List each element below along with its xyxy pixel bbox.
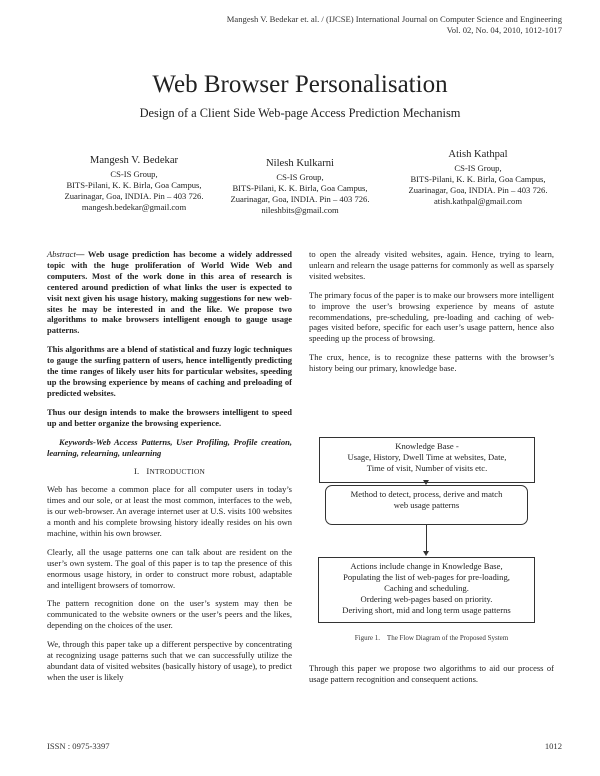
- section-heading: [47, 466, 292, 478]
- body-paragraph: The primary focus of the paper is to make our browsers more intelligent to improve the user’s browsing experience by means of astute recommendations, pre-scheduling, pre-loading and caching of web-pages visited before, specific for each user’s usage pattern, hence also speeding up the process of browsing.: [309, 289, 555, 344]
- author-affiliation: BITS-Pilani, K. K. Birla, Goa Campus,: [410, 174, 546, 184]
- footer-issn: ISSN : 0975-3397: [47, 741, 110, 751]
- right-column-bottom: [309, 663, 554, 693]
- flow-box-line: Deriving short, mid and long term usage patterns: [342, 605, 511, 615]
- author-name: Mangesh V. Bedekar: [89, 155, 179, 166]
- abstract-paragraph: This algorithms are a blend of statistical and fuzzy logic techniques to gauge the surfing pattern of users, hence intelligently predicting the time ranges of likely user hits for particular websites, speeding up the browsing experience by means of caching and preloading of predicted websites.: [47, 344, 292, 398]
- body-paragraph: to open the already visited websites, again. Hence, trying to learn, unlearn and relearn the usage patterns for commonly as well as sparsely visited websites.: [309, 249, 554, 281]
- left-column: [47, 249, 292, 691]
- paper-title: Web Browser Personalisation: [152, 71, 448, 98]
- flow-arrow-head: [423, 551, 429, 556]
- author-email: mangesh.bedekar@gmail.com: [81, 202, 187, 212]
- flow-box-line: web usage patterns: [393, 500, 460, 510]
- abstract-label: Abstract: [47, 249, 76, 259]
- flow-box-line: Usage, History, Dwell Time at websites, Date,: [347, 452, 507, 462]
- abstract-text: — Web usage prediction has become a widely addressed topic with the huge proliferation of World Wide Web and computers. Most of the work done in this area of research is centered around prediction of what links the user is expected to visit next given his usage history, making suggestions for new web-sites he may be interested in and the like. We propose two algorithms to make browsers intelligent enough to gauge usage patterns.: [47, 249, 292, 336]
- running-header-line1: Mangesh V. Bedekar et. al. / (IJCSE) International Journal on Computer Science and Engineering: [226, 14, 562, 24]
- flow-box-line: Time of visit, Number of visits etc.: [366, 463, 488, 473]
- body-paragraph: Web has become a common place for all computer users in today’s times and our sole, or at least the most common, interfaces to the web, is our web-browser. An average internet user at U.S. visits 100 websites a month and his complete browsing history ideally resides on his own machine, within his own browser.: [47, 484, 292, 538]
- flow-box-line: Populating the list of web-pages for pre-loading,: [343, 572, 510, 582]
- author-affiliation: CS-IS Group,: [276, 172, 324, 182]
- author-name: Atish Kathpal: [448, 149, 508, 160]
- author-email: atish.kathpal@gmail.com: [433, 196, 523, 206]
- right-column-top: [309, 249, 554, 382]
- running-header: [227, 14, 562, 36]
- author-address: Zuarinagar, Goa, INDIA. Pin – 403 726.: [64, 191, 204, 201]
- body-paragraph: The pattern recognition done on the user’s system may then be communicated to the website owners or the user’s peers and the likes, depending on the choices of the user.: [47, 598, 292, 631]
- flow-box-actions: [318, 557, 535, 623]
- flow-arrow-shaft: [426, 525, 427, 552]
- flow-box-line: Actions include change in Knowledge Base,: [350, 561, 503, 571]
- body-paragraph: Through this paper we propose two algorithms to aid our process of usage pattern recognition and consequent actions.: [309, 663, 554, 684]
- author-block-3: [392, 148, 564, 207]
- author-affiliation: CS-IS Group,: [454, 163, 502, 173]
- author-affiliation: BITS-Pilani, K. K. Birla, Goa Campus,: [66, 180, 202, 190]
- abstract-paragraph: Thus our design intends to make the browsers intelligent to speed up and better organize the browsing experience.: [47, 406, 292, 428]
- flow-box-line: Caching and scheduling.: [384, 583, 469, 593]
- author-block-2: [214, 157, 386, 216]
- paper-subtitle: Design of a Client Side Web-page Access Prediction Mechanism: [139, 106, 461, 120]
- keywords: Keywords-Web Access Patterns, User Profiling, Profile creation, learning, relearning, unlearning: [47, 436, 292, 458]
- body-paragraph: The crux, hence, is to recognize these patterns with the browser’s history being our primary, knowledge base.: [309, 352, 554, 374]
- section-number: I.: [133, 466, 140, 477]
- flow-box-knowledge-base: [319, 437, 535, 483]
- author-address: Zuarinagar, Goa, INDIA. Pin – 403 726.: [408, 185, 548, 195]
- section-title-rest: NTRODUCTION: [149, 467, 206, 477]
- body-paragraph: Clearly, all the usage patterns one can talk about are resident on the user’s own system. The goal of this paper is to tap the presence of this enormous usage history, in order to construct more robust, adaptable and intelligent browsers of tomorrow.: [47, 546, 292, 590]
- section-title-initial: I: [146, 466, 150, 477]
- footer-page-number: 1012: [544, 741, 562, 751]
- flow-box-line: Method to detect, process, derive and match: [350, 489, 503, 499]
- body-paragraph: We, through this paper take up a different perspective by concentrating at recognizing usage patterns such that we can successfully utilize the abundant data of visited websites (basically history of usage), to predict when the user is likely: [47, 639, 292, 682]
- author-affiliation: BITS-Pilani, K. K. Birla, Goa Campus,: [232, 183, 368, 193]
- author-name: Nilesh Kulkarni: [266, 158, 334, 169]
- author-affiliation: CS-IS Group,: [110, 169, 158, 179]
- author-block-1: [48, 154, 220, 213]
- running-header-line2: Vol. 02, No. 04, 2010, 1012-1017: [446, 25, 562, 35]
- abstract: [47, 249, 292, 336]
- flow-box-method: [325, 485, 528, 525]
- flow-box-line: Knowledge Base -: [395, 441, 459, 451]
- figure-caption: Figure 1. The Flow Diagram of the Proposed System: [354, 634, 509, 642]
- author-address: Zuarinagar, Goa, INDIA. Pin – 403 726.: [230, 194, 370, 204]
- flow-box-line: Ordering web-pages based on priority.: [360, 594, 493, 604]
- author-email: nileshbits@gmail.com: [261, 205, 339, 215]
